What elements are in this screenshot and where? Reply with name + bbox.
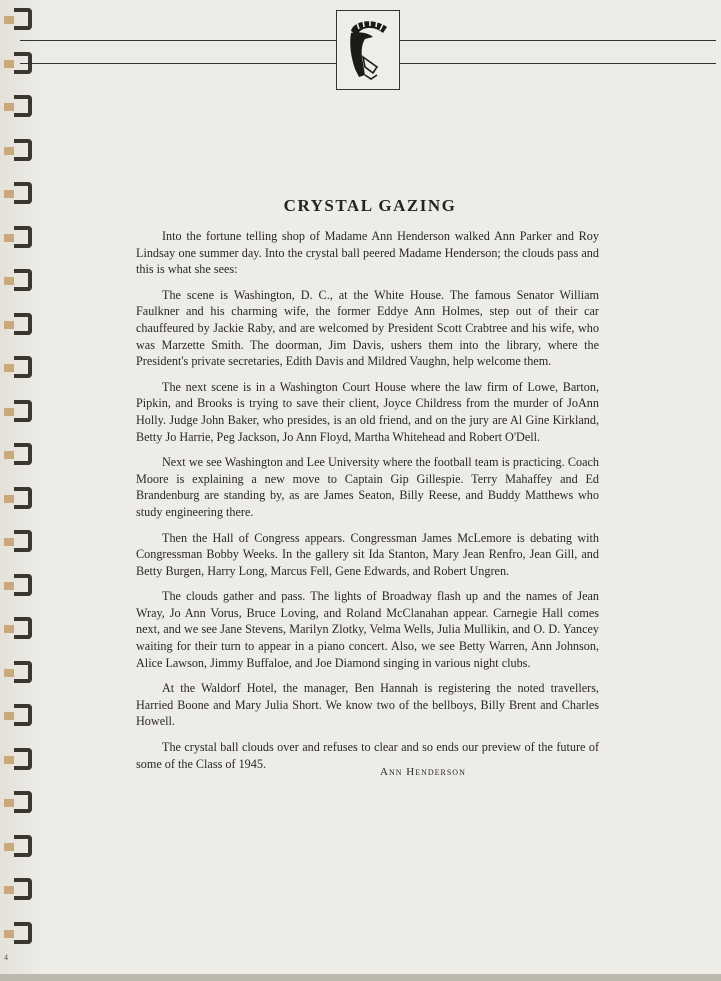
binding-ring bbox=[14, 139, 32, 161]
header-rule-right-bottom bbox=[400, 63, 716, 64]
author-signature: Ann Henderson bbox=[380, 766, 466, 778]
binding-ring bbox=[14, 95, 32, 117]
binding-ring bbox=[14, 443, 32, 465]
binding-ring bbox=[14, 182, 32, 204]
paragraph: The crystal ball clouds over and refuses to clear and so ends our preview of the future of some of the Class of 1945. bbox=[136, 740, 599, 771]
binding-ring bbox=[14, 8, 32, 30]
binding-ring bbox=[14, 922, 32, 944]
header-rule-right-top bbox=[400, 40, 716, 41]
binding-ring bbox=[14, 617, 32, 639]
spiral-binding bbox=[0, 0, 40, 981]
paragraph: The scene is Washington, D. C., at the White House. The famous Senator William Faulkner and his charming wife, the former Eddye Ann Holmes, step out of their car chauffeured by Jackie Raby, and are welcomed by President Scott Crabtree and his wife, who was Marzette Smith. The doorman, Jim Davis, ushers them into the library, where the President's private secretaries, Edith Davis and Mildred Vaughn, help welcome them. bbox=[136, 287, 599, 369]
page-bottom-edge bbox=[0, 974, 721, 981]
paragraph: The next scene is in a Washington Court House where the law firm of Lowe, Barton, Pipkin, and Brooks is trying to save their client, Joyce Childress from the murder of JoAnn Holly. Judge John Baker, who presides, is an old friend, and on the jury are Al Gine Kirkland, Betty Jo Harrie, Peg Jackson, Jo Ann Floyd, Martha Whitehead and Robert O'Dell. bbox=[136, 379, 599, 444]
trojan-helmet-icon bbox=[343, 17, 393, 83]
article-body bbox=[136, 228, 599, 781]
binding-ring bbox=[14, 487, 32, 509]
header-rule-left-bottom bbox=[20, 63, 336, 64]
binding-ring bbox=[14, 313, 32, 335]
binding-ring bbox=[14, 574, 32, 596]
emblem-frame bbox=[336, 10, 400, 90]
binding-ring bbox=[14, 400, 32, 422]
binding-ring bbox=[14, 704, 32, 726]
paragraph: Into the fortune telling shop of Madame Ann Henderson walked Ann Parker and Roy Lindsay one summer day. Into the crystal ball peered Madame Henderson; the clouds pass and this is what she sees: bbox=[136, 229, 599, 277]
header-rule-left-top bbox=[20, 40, 336, 41]
paragraph: At the Waldorf Hotel, the manager, Ben Hannah is registering the noted travellers, Harried Boone and Mary Julia Short. We know two of the bellboys, Billy Brent and Charles Howell. bbox=[136, 681, 599, 729]
binding-ring bbox=[14, 748, 32, 770]
article-title: CRYSTAL GAZING bbox=[283, 196, 457, 215]
paragraph: The clouds gather and pass. The lights of Broadway flash up and the names of Jean Wray, Jo Ann Vorus, Bruce Loving, and Roland McClanahan appear. Carnegie Hall comes next, and we see Jane Stevens, Marilyn Zlotky, Velma Wells, Julia Mullikin, and O. D. Yancey waiting for their turn to appear in a piano concert. Also, we see Betty Warren, Ann Johnson, Alice Lawson, Jimmy Buffaloe, and Joe Diamond singing in various night clubs. bbox=[136, 589, 599, 670]
binding-ring bbox=[14, 878, 32, 900]
binding-ring bbox=[14, 356, 32, 378]
binding-ring bbox=[14, 530, 32, 552]
binding-ring bbox=[14, 661, 32, 683]
page-number: 4 bbox=[4, 953, 8, 962]
binding-ring bbox=[14, 835, 32, 857]
paragraph: Next we see Washington and Lee University where the football team is practicing. Coach Moore is explaining a new move to Captain Gip Gillespie. Terry Mahaffey and Ed Brandenburg are standing by, as are James Seaton, Billy Reese, and Buddy Matthews who study engineering there. bbox=[136, 455, 599, 519]
binding-ring bbox=[14, 269, 32, 291]
binding-ring bbox=[14, 226, 32, 248]
paragraph: Then the Hall of Congress appears. Congressman James McLemore is debating with Congressman Bobby Weeks. In the gallery sit Ida Stanton, Mary Jean Renfro, Jean Gill, and Betty Burgen, Harry Long, Marcus Fell, Gene Edwards, and Robert Ungren. bbox=[136, 530, 599, 578]
binding-ring bbox=[14, 791, 32, 813]
